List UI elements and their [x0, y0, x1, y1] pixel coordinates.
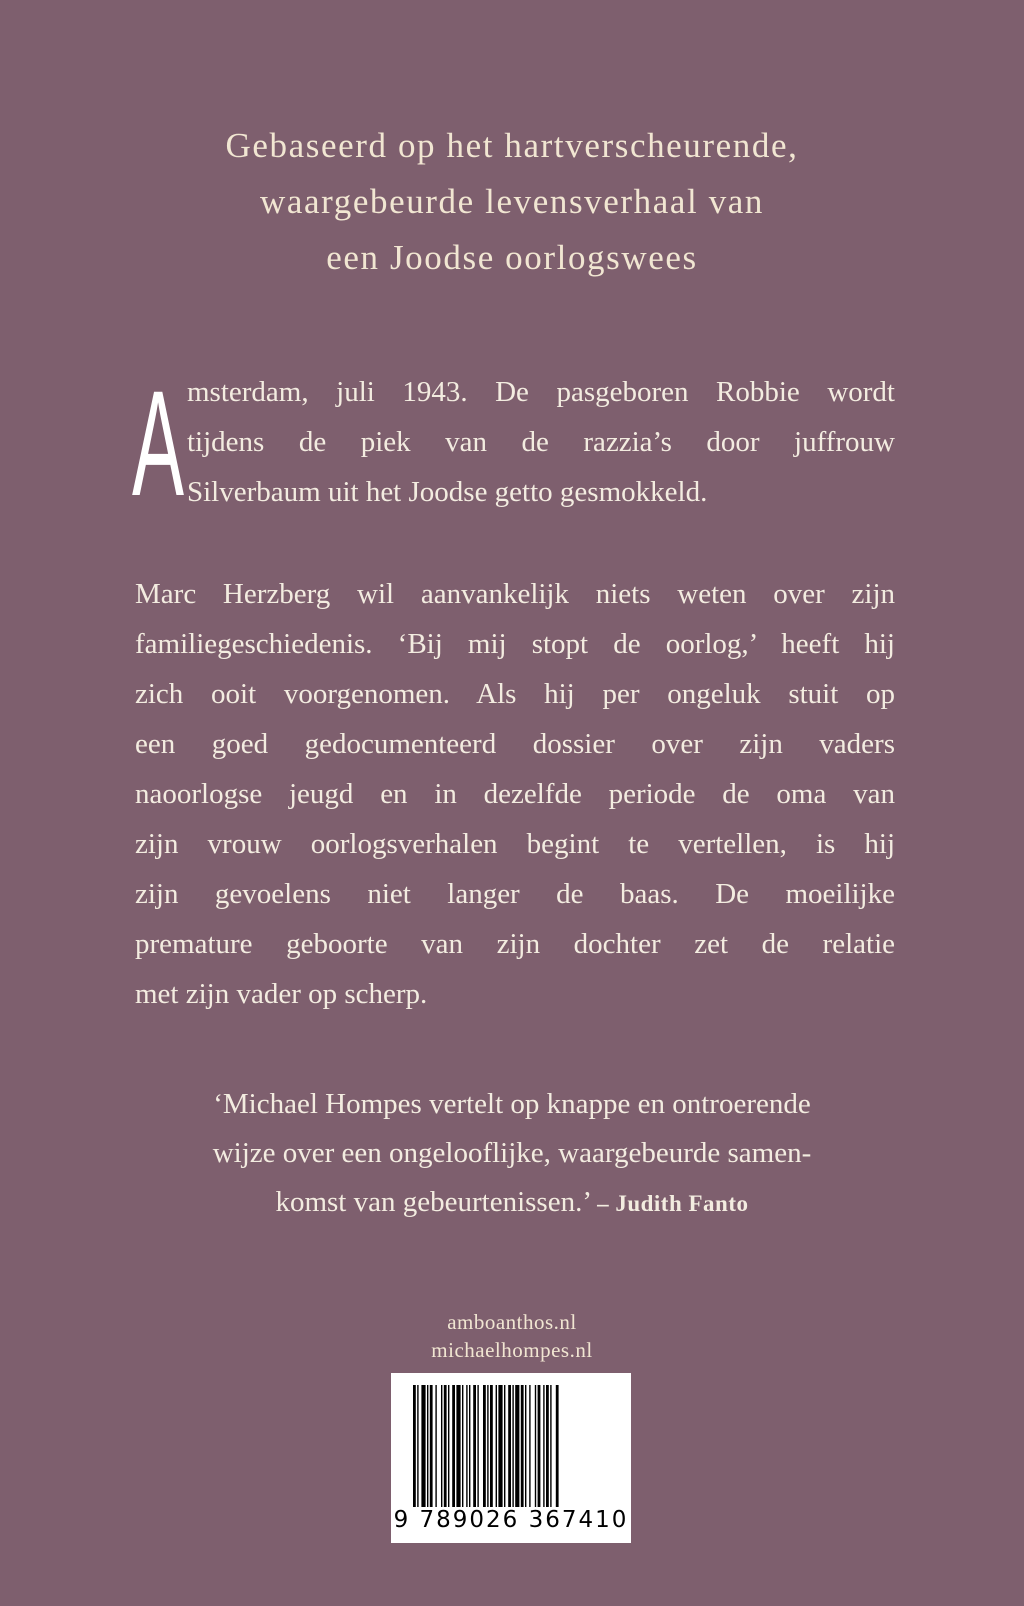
paragraph-line: premature geboorte van zijn dochter zet de relatie [135, 928, 895, 960]
review-quote [0, 1080, 1024, 1228]
paragraph-line: een goed gedocumenteerd dossier over zijn vaders [135, 728, 895, 760]
tagline-line: waargebeurde levensverhaal van [259, 182, 765, 221]
tagline-line: Gebaseerd op het hartverscheurende, [225, 126, 799, 165]
paragraph-line: met zijn vader op scherp. [135, 978, 428, 1010]
paragraph-line: familiegeschiedenis. ‘Bij mij stopt de oorlog,’ heeft hij [135, 628, 895, 660]
quote-line [0, 1178, 1024, 1228]
website-link: michaelhompes.nl [431, 1338, 593, 1362]
barcode [391, 1373, 631, 1543]
paragraph-line: naoorlogse jeugd en in dezelfde periode de oma van [135, 778, 895, 810]
quote-line: wijze over een ongelooflijke, waargebeurde samen- [212, 1137, 812, 1169]
paragraph-line: Marc Herzberg wil aanvankelijk niets weten over zijn [135, 578, 895, 610]
isbn-number: 9 789026 367410 [393, 1507, 629, 1533]
drop-cap: A [132, 359, 185, 527]
tagline [0, 118, 1024, 286]
tagline-line: een Joodse oorlogswees [326, 238, 698, 277]
paragraph-line: zich ooit voorgenomen. Als hij per ongeluk stuit op [135, 678, 895, 710]
main-paragraph [135, 569, 895, 1019]
website-link: amboanthos.nl [447, 1310, 577, 1334]
intro-line: Silverbaum uit het Joodse getto gesmokkeld. [187, 476, 708, 508]
intro-line: tijdens de piek van de razzia’s door juffrouw [187, 426, 895, 458]
paragraph-line: zijn vrouw oorlogsverhalen begint te vertellen, is hij [135, 828, 895, 860]
intro-line: msterdam, juli 1943. De pasgeboren Robbie wordt [187, 376, 895, 408]
paragraph-line: zijn gevoelens niet langer de baas. De moeilijke [135, 878, 895, 910]
websites [0, 1308, 1024, 1364]
quote-attribution: – Judith Fanto [597, 1191, 749, 1216]
quote-line: ‘Michael Hompes vertelt op knappe en ontroerende [213, 1088, 811, 1120]
intro-paragraph [135, 367, 895, 517]
quote-text: komst van gebeurtenissen.’ [275, 1186, 590, 1218]
